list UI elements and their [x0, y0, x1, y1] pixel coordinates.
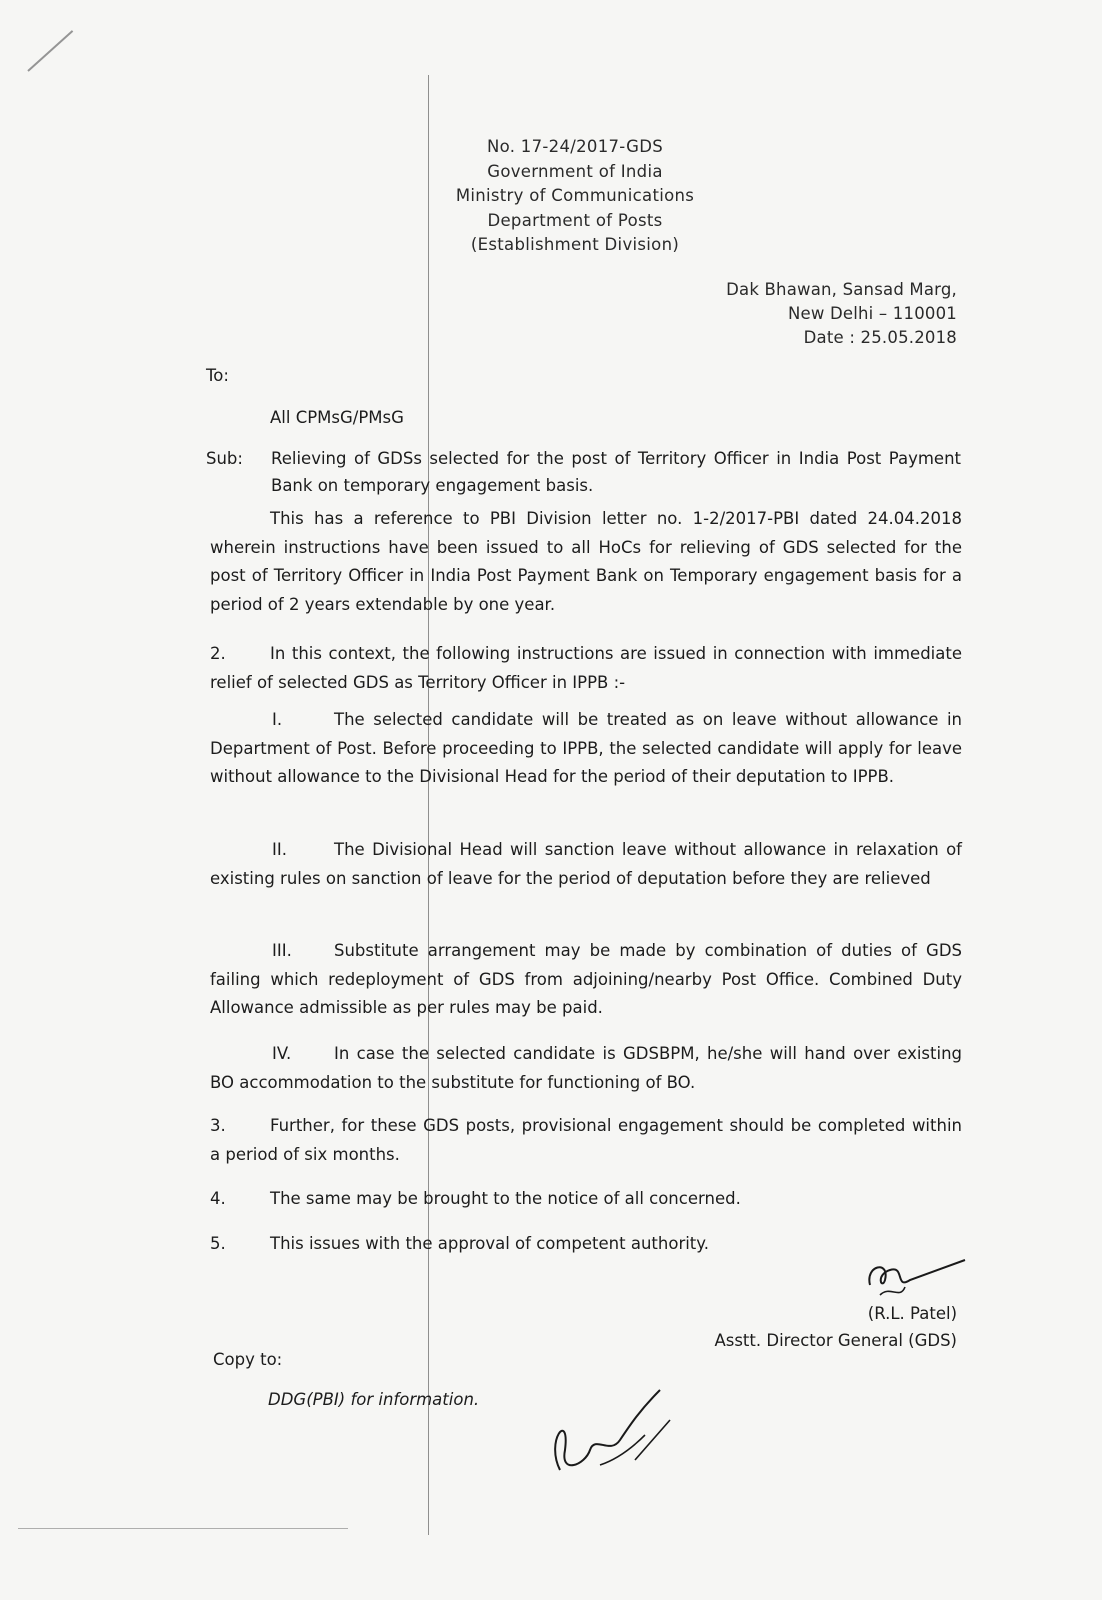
- addressee: All CPMsG/PMsG: [270, 408, 404, 427]
- paragraph-5: [210, 1230, 962, 1259]
- division-line: (Establishment Division): [470, 235, 680, 254]
- ministry-line: Ministry of Communications: [455, 186, 695, 205]
- copy-to-item: DDG(PBI) for information.: [268, 1390, 480, 1409]
- to-label: To:: [206, 366, 229, 385]
- paragraph-2-text: In this context, the following instructions are issued in connection with immediate relief of selected GDS as Territory Officer in IPPB :-: [210, 644, 962, 692]
- instruction-item: [210, 1040, 962, 1097]
- address-line-2: New Delhi – 110001: [787, 304, 957, 323]
- instruction-item: [210, 706, 962, 792]
- instruction-item: [210, 836, 962, 893]
- paragraph-2: [210, 640, 962, 697]
- signatory-name: (R.L. Patel): [867, 1304, 957, 1323]
- paper-corner-mark: [27, 30, 73, 72]
- instruction-number: III.: [272, 941, 292, 960]
- file-number: No. 17-24/2017-GDS: [486, 137, 664, 156]
- subject-label: Sub:: [206, 449, 243, 468]
- paragraph-2-number: 2.: [210, 644, 226, 663]
- paragraph-3-number: 3.: [210, 1116, 226, 1135]
- government-line: Government of India: [487, 161, 663, 181]
- paper-edge-line: [18, 1528, 348, 1529]
- copy-to-label: Copy to:: [213, 1350, 283, 1369]
- sender-address: [726, 278, 957, 350]
- signature-mark: [860, 1245, 970, 1305]
- paragraph-1: This has a reference to PBI Division letter no. 1-2/2017-PBI dated 24.04.2018 wherein instructions have been issued to all HoCs for relieving of GDS selected for the post of Territory Officer in India Post Payment Bank on Temporary engagement basis for a period of 2 years extendable by one year.: [210, 509, 962, 614]
- paragraph-3-text: Further, for these GDS posts, provisional engagement should be completed within a period of six months.: [210, 1116, 962, 1164]
- paper-fold-line: [428, 75, 429, 1535]
- letter-date: Date : 25.05.2018: [803, 328, 957, 347]
- paragraph-4: [210, 1185, 962, 1214]
- paragraph-3: [210, 1112, 962, 1169]
- signatory-designation: Asstt. Director General (GDS): [714, 1331, 957, 1350]
- instruction-item: [210, 937, 962, 1023]
- paragraph-4-number: 4.: [210, 1189, 226, 1208]
- initials-mark: [540, 1380, 690, 1490]
- instruction-text: Substitute arrangement may be made by combination of duties of GDS failing which redeployment of GDS from adjoining/nearby Post Office. Combined Duty Allowance admissible as per rules may be paid.: [210, 941, 962, 1017]
- signatory-block: [714, 1300, 957, 1354]
- instruction-text: In case the selected candidate is GDSBPM, he/she will hand over existing BO accommodation to the substitute for functioning of BO.: [210, 1044, 962, 1092]
- instruction-number: II.: [272, 840, 287, 859]
- subject-block: [206, 445, 961, 499]
- instruction-text: The Divisional Head will sanction leave without allowance in relaxation of existing rules on sanction of leave for the period of deputation before they are relieved: [210, 840, 962, 888]
- paragraph-4-text: The same may be brought to the notice of all concerned.: [270, 1189, 741, 1208]
- department-line: Department of Posts: [487, 210, 663, 230]
- letter-header: [430, 135, 720, 258]
- instruction-number: IV.: [272, 1044, 292, 1063]
- paragraph-5-text: This issues with the approval of competent authority.: [270, 1234, 709, 1253]
- paragraph-5-number: 5.: [210, 1234, 226, 1253]
- instruction-text: The selected candidate will be treated as on leave without allowance in Department of Post. Before proceeding to IPPB, the selected candidate will apply for leave without allowance to the Divisional Head for the period of their deputation to IPPB.: [210, 710, 962, 786]
- address-line-1: Dak Bhawan, Sansad Marg,: [726, 280, 957, 299]
- instruction-number: I.: [272, 710, 283, 729]
- subject-text: Relieving of GDSs selected for the post of Territory Officer in India Post Payment Bank on temporary engagement basis.: [271, 449, 961, 495]
